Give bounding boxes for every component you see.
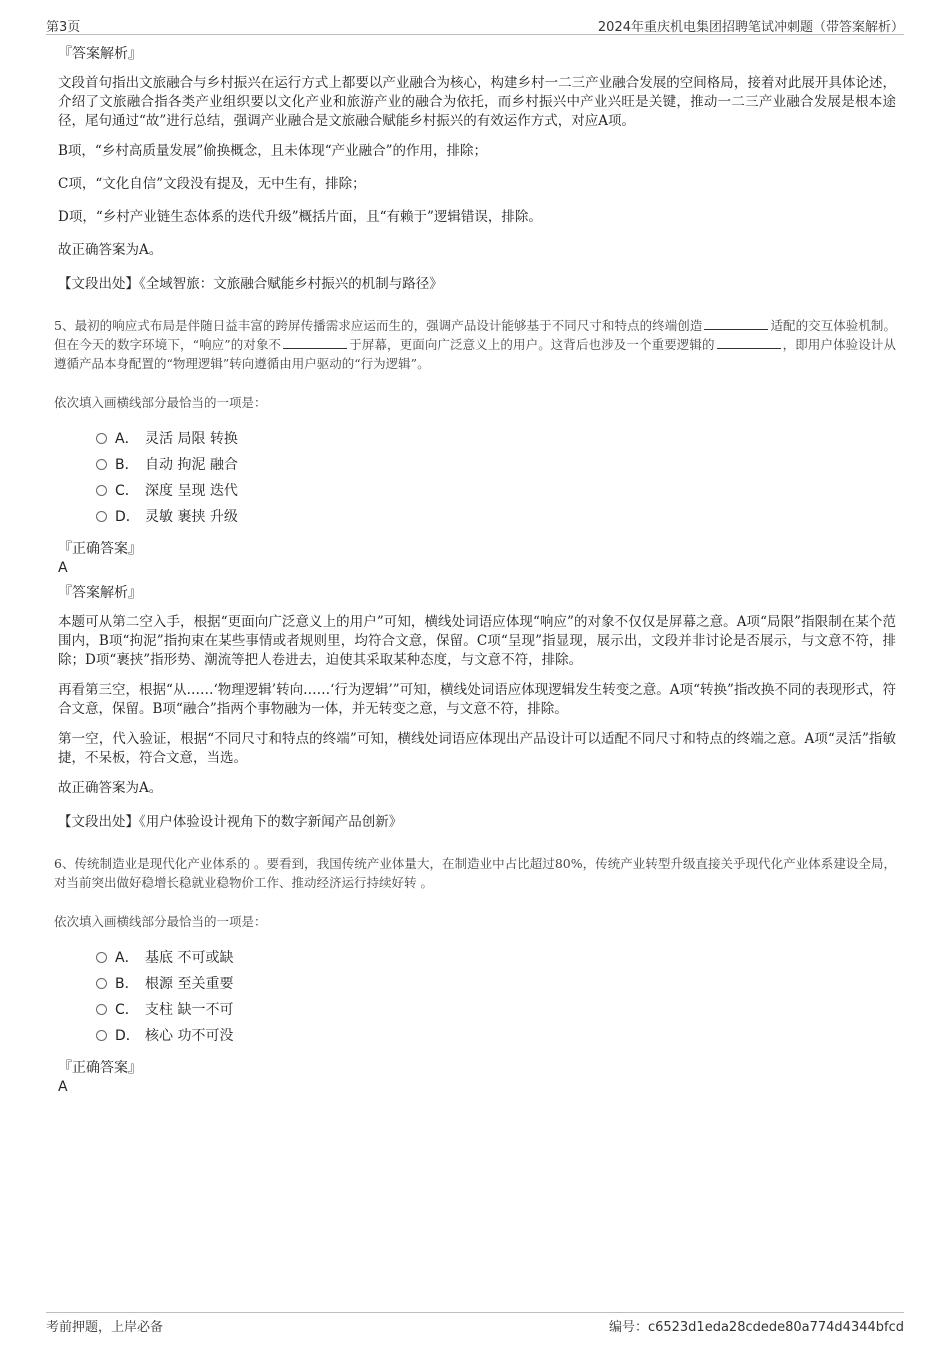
option-b[interactable]: B． 自动 拘泥 融合 (96, 455, 896, 481)
analysis-paragraph: C项，“文化自信”文段没有提及，无中生有，排除； (58, 176, 366, 192)
question-text: 适配的交互体验机制。但在今天的数字环境下，“响应”的对象不 (54, 318, 896, 352)
option-list (96, 948, 896, 1052)
option-a[interactable]: A． 灵活 局限 转换 (96, 429, 896, 455)
source-title: 《用户体验设计视角下的数字新闻产品创新》 (139, 814, 403, 830)
page-number: 第3页 (46, 20, 81, 35)
question-5 (54, 316, 896, 373)
correct-answer-label: 『正确答案』 (58, 541, 142, 557)
radio-icon[interactable] (96, 459, 107, 470)
correct-answer: A (58, 1079, 68, 1095)
radio-icon[interactable] (96, 433, 107, 444)
radio-icon[interactable] (96, 1004, 107, 1015)
question-text: ，即用户体验设计从遵循产品本身配置的“物理逻辑”转向遵循由用户驱动的“行为逻辑”。 (54, 337, 896, 371)
question-instruction: 依次填入画横线部分最恰当的一项是： (54, 395, 267, 410)
page-footer (46, 1312, 904, 1337)
document-title: 2024年重庆机电集团招聘笔试冲刺题（带答案解析） (597, 20, 904, 35)
source-label: 【文段出处】 (58, 814, 139, 830)
analysis-paragraph: 故正确答案为A。 (58, 242, 163, 258)
fill-blank (704, 317, 768, 330)
option-list (96, 429, 896, 533)
page-header (46, 14, 904, 35)
option-d[interactable]: D． 灵敏 裹挟 升级 (96, 507, 896, 533)
question-text: 于屏幕，更面向广泛意义上的用户。这背后也涉及一个重要逻辑的 (349, 337, 715, 352)
option-b[interactable]: B． 根源 至关重要 (96, 974, 896, 1000)
radio-icon[interactable] (96, 952, 107, 963)
question-text: 5、最初的响应式布局是伴随日益丰富的跨屏传播需求应运而生的，强调产品设计能够基于不同尺寸和特点的终端创造 (54, 318, 703, 333)
correct-answer: A (58, 560, 68, 576)
question-instruction: 依次填入画横线部分最恰当的一项是： (54, 914, 267, 929)
analysis-paragraph: 再看第三空，根据“从……‘物理逻辑’转向……‘行为逻辑’”可知，横线处词语应体现逻辑发生转变之意。A项“转换”指改换不同的表现形式，符合文意，保留。B项“融合”指两个事物融为一体，并无转变之意，与文意不符，排除。 (58, 682, 896, 717)
source-citation (58, 274, 896, 294)
radio-icon[interactable] (96, 978, 107, 989)
option-c[interactable]: C． 深度 呈现 迭代 (96, 481, 896, 507)
radio-icon[interactable] (96, 1030, 107, 1041)
source-citation (58, 812, 896, 832)
option-d[interactable]: D． 核心 功不可没 (96, 1026, 896, 1052)
correct-answer-label: 『正确答案』 (58, 1060, 142, 1076)
analysis-paragraph: 本题可从第二空入手，根据“更面向广泛意义上的用户”可知，横线处词语应体现“响应”的对象不仅仅是屏幕之意。A项“局限”指限制在某个范围内，B项“拘泥”指拘束在某些事情或者规则里，均符合文意，保留。C项“呈现”指显现，展示出，文段并非讨论是否展示，与文意不符，排除；D项“裹挟”指形势、潮流等把人卷进去，迫使其采取某种态度，与文意不符，排除。 (58, 614, 896, 668)
fill-blank (283, 336, 347, 349)
source-label: 【文段出处】 (58, 276, 139, 292)
footer-slogan: 考前押题，上岸必备 (46, 1320, 164, 1335)
analysis-label: 『答案解析』 (58, 585, 142, 601)
analysis-paragraph: 第一空，代入验证，根据“不同尺寸和特点的终端”可知，横线处词语应体现出产品设计可以适配不同尺寸和特点的终端之意。A项“灵活”指敏捷，不呆板，符合文意，当选。 (58, 731, 896, 766)
analysis-label: 『答案解析』 (58, 46, 142, 62)
radio-icon[interactable] (96, 511, 107, 522)
fill-blank (717, 336, 781, 349)
option-c[interactable]: C． 支柱 缺一不可 (96, 1000, 896, 1026)
analysis-paragraph: 文段首句指出文旅融合与乡村振兴在运行方式上都要以产业融合为核心，构建乡村一二三产业融合发展的空间格局，接着对此展开具体论述，介绍了文旅融合指各类产业组织要以文化产业和旅游产业的融合为依托，而乡村振兴中产业兴旺是关键，推动一二三产业融合发展是根本途径，尾句通过“故”进行总结，强调产业融合是文旅融合赋能乡村振兴的有效运作方式，对应A项。 (58, 75, 896, 129)
analysis-paragraph: B项，“乡村高质量发展”偷换概念，且未体现“产业融合”的作用，排除； (58, 143, 488, 159)
page-content (54, 44, 896, 1102)
question-6: 6、传统制造业是现代化产业体系的 。要看到，我国传统产业体量大，在制造业中占比超过80%，传统产业转型升级直接关乎现代化产业体系建设全局，对当前突出做好稳增长稳就业稳物价工作、推动经济运行持续好转 。 (54, 856, 896, 890)
option-a[interactable]: A． 基底 不可或缺 (96, 948, 896, 974)
analysis-paragraph: D项，“乡村产业链生态体系的迭代升级”概括片面，且“有赖于”逻辑错误，排除。 (58, 209, 542, 225)
source-title: 《全域智旅：文旅融合赋能乡村振兴的机制与路径》 (139, 276, 443, 292)
analysis-paragraph: 故正确答案为A。 (58, 780, 163, 796)
radio-icon[interactable] (96, 485, 107, 496)
document-code: 编号：c6523d1eda28cdede80a774d4344bfcd (608, 1320, 904, 1335)
